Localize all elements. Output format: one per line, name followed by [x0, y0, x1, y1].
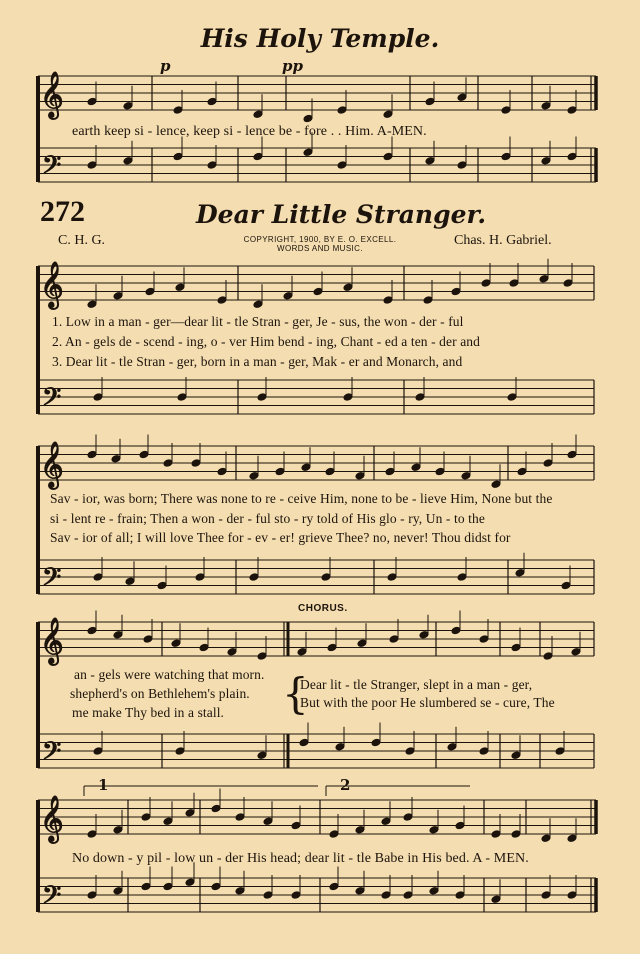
dynamic-marking-pp: pp: [282, 57, 303, 75]
copyright-line-1: COPYRIGHT, 1900, BY E. O. EXCELL.: [243, 235, 397, 244]
hymn-title: Dear Little Stranger.: [196, 200, 487, 229]
bass-notes-2: [93, 553, 571, 590]
bass-clef-icon: 𝄢: [42, 151, 62, 186]
chorus-line-1: Dear lit - tle Stranger, slept in a man - ger,: [300, 677, 533, 692]
verse-2-line-2: si - lent re - frain; Then a won - der - ful sto - ry told of His glo - ry, Un - to the: [50, 511, 485, 526]
bass-notes-4: [87, 862, 577, 903]
verse-1-line-1: 1. Low in a man - ger—dear lit - tle Stran - ger, Je - sus, the won - der - ful: [52, 314, 464, 329]
verse-3-line-3: me make Thy bed in a stall.: [72, 705, 225, 720]
verse-2-line-1: 2. An - gels de - scend - ing, o - ver Him bend - ing, Chant - ed a ten - der and: [52, 334, 480, 349]
prev-hymn-lyric: earth keep si - lence, keep si - lence be - fore . . Him. A-MEN.: [72, 124, 427, 139]
treble-clef-icon: 𝄞: [40, 618, 64, 664]
copyright-line-2: WORDS AND MUSIC.: [277, 244, 363, 253]
bass-clef-icon: 𝄢: [42, 881, 62, 916]
verse-3-line-1: 3. Dear lit - tle Stran - ger, born in a man - ger, Mak - er and Monarch, and: [52, 354, 463, 369]
bass-clef-icon: 𝄢: [42, 383, 62, 418]
bass-staff-2: [38, 560, 594, 594]
verse-1-line-2: Sav - ior, was born; There was none to re - ceive Him, none to be - lieve Him, None but the: [50, 491, 553, 506]
treble-notes-3: [87, 611, 581, 661]
chorus-brace: {: [282, 669, 309, 718]
second-ending-number: 2: [340, 776, 351, 794]
verse-3-line-2: Sav - ior of all; I will love Thee for - ev - er! grieve Thee? no, never! Thou didst for: [50, 530, 511, 545]
verse-2-line-3: shepherd's on Bethlehem's plain.: [70, 686, 250, 701]
prev-hymn-title: His Holy Temple.: [200, 24, 440, 53]
treble-clef-icon: 𝄞: [40, 796, 64, 842]
bass-staff-3: [38, 734, 594, 768]
treble-clef-icon: 𝄞: [40, 72, 64, 118]
hymn-number: 272: [40, 195, 85, 228]
dynamic-marking-p: p: [160, 57, 171, 75]
composer-initials: C. H. G.: [58, 233, 106, 248]
bass-clef-icon: 𝄢: [42, 563, 62, 598]
treble-clef-icon: 𝄞: [40, 442, 64, 488]
bass-notes-1: [93, 377, 517, 401]
bass-notes-3: [93, 723, 565, 760]
treble-staff-2: [38, 446, 594, 480]
final-lyric-line: No down - y pil - low un - der His head; dear lit - tle Babe in His bed. A - MEN.: [72, 851, 529, 866]
bass-clef-icon: 𝄢: [42, 737, 62, 772]
chorus-label: CHORUS.: [298, 603, 348, 614]
chorus-line-2: But with the poor He slumbered se - cure, The: [300, 695, 555, 710]
treble-clef-icon: 𝄞: [40, 262, 64, 308]
prev-bass-staff: [38, 148, 596, 182]
prev-treble-staff: [38, 76, 596, 110]
treble-staff-3: [38, 622, 594, 656]
first-ending-number: 1: [98, 776, 109, 794]
verse-1-line-3: an - gels were watching that morn.: [74, 667, 265, 682]
composer-name: Chas. H. Gabriel.: [454, 233, 552, 248]
